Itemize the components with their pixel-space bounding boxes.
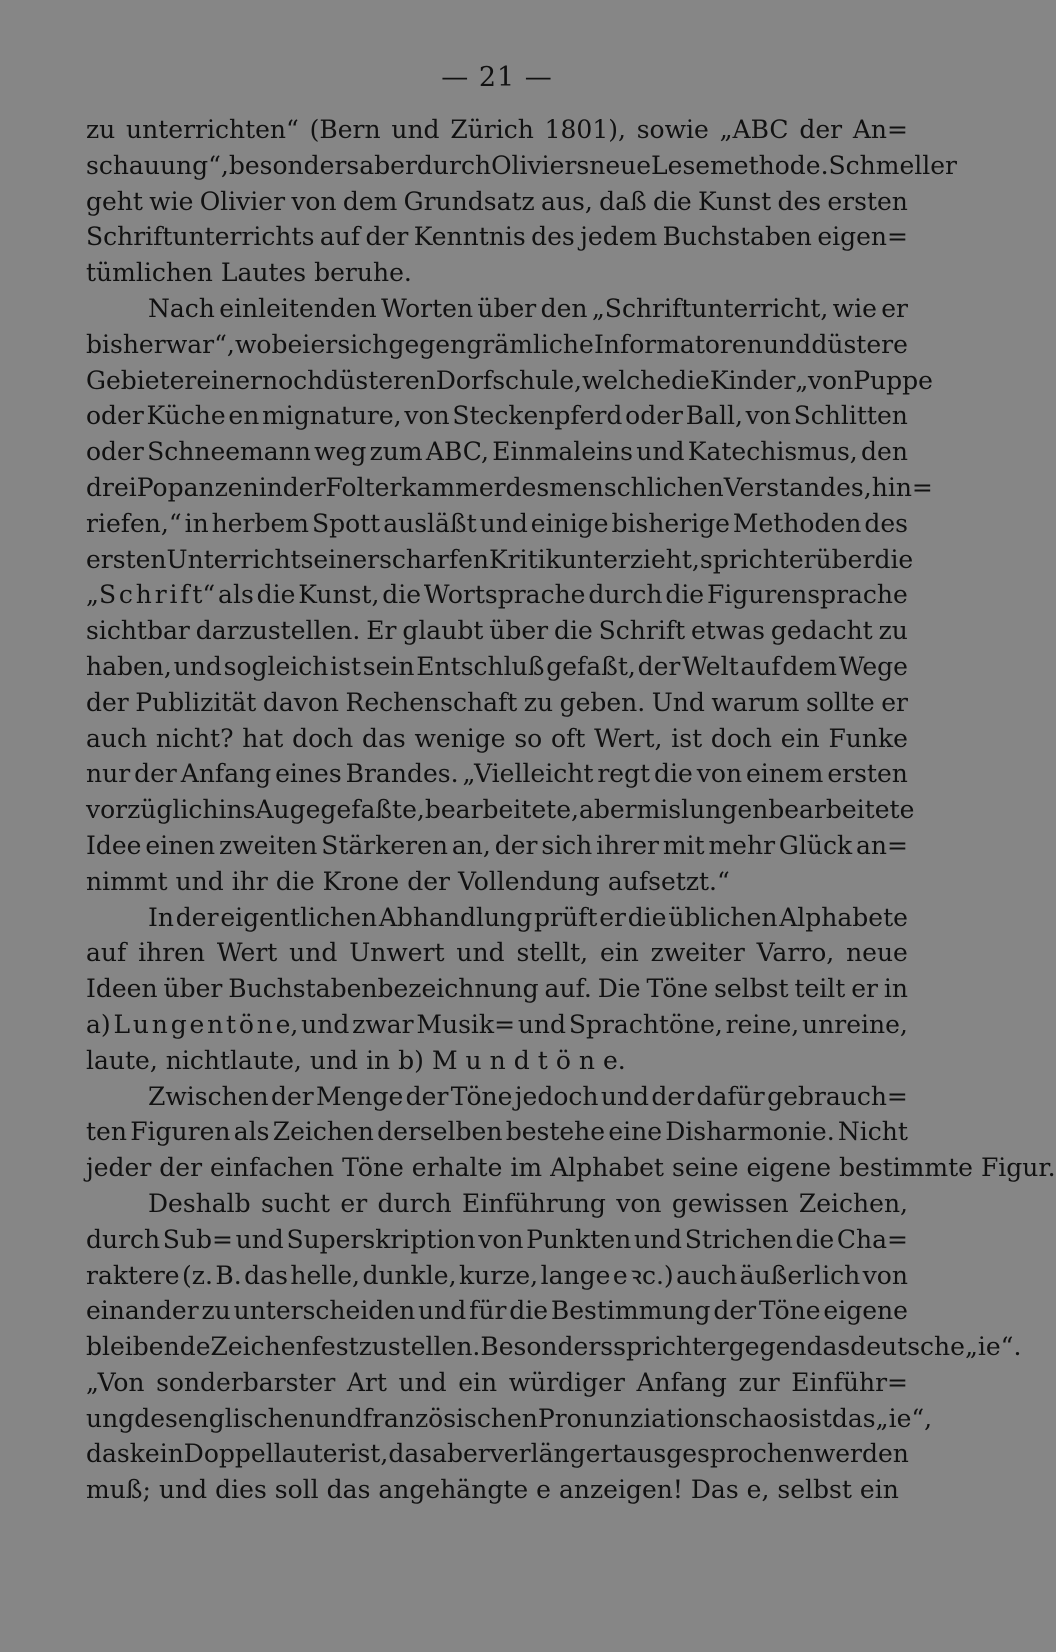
text-line: bisher war“, wobei er sich gegen grämliche Informatoren und düstere <box>86 329 908 359</box>
text-line: jeder der einfachen Töne erhalte im Alphabet seine eigene bestimmte Figur. <box>86 1153 1056 1183</box>
paragraph <box>86 112 957 291</box>
text-line: ersten Unterrichts einer scharfen Kritik unterzieht, spricht er über die <box>86 544 914 574</box>
text-line: muß; und dies soll das angehängte e anzeigen! Das e, selbst ein <box>86 1475 899 1505</box>
text-line: ten Figuren als Zeichen derselben bestehe eine Disharmonie. Nicht <box>86 1117 908 1147</box>
text-line: Deshalb sucht er durch Einführung von gewissen Zeichen, <box>148 1188 908 1218</box>
paragraph <box>86 900 908 1079</box>
text-line: Nach einleitenden Worten über den „Schriftunterricht, wie er <box>148 293 908 323</box>
text-line: Zwischen der Menge der Töne jedoch und der dafür gebrauch= <box>148 1081 908 1111</box>
text-line: Schriftunterrichts auf der Kenntnis des jedem Buchstaben eigen= <box>86 222 908 252</box>
text-line: tümlichen Lautes beruhe. <box>86 258 412 288</box>
text-line: sichtbar darzustellen. Er glaubt über die Schrift etwas gedacht zu <box>86 616 908 646</box>
text-line: durch Sub= und Superskription von Punkten und Strichen die Cha= <box>86 1224 908 1254</box>
text-line: zu unterrichten“ (Bern und Zürich 1801), sowie „ABC der An= <box>86 115 908 144</box>
paragraph <box>86 1079 1056 1186</box>
text-line: drei Popanzen in der Folterkammer des menschlichen Verstandes, hin= <box>86 472 933 502</box>
text-line: nur der Anfang eines Brandes. „Vielleicht regt die von einem ersten <box>86 759 908 789</box>
text-line: vorzüglich ins Auge gefaßte, bearbeitete, aber mislungen bearbeitete <box>86 795 915 825</box>
text-line: auf ihren Wert und Unwert und stellt, ein zweiter Varro, neue <box>86 938 908 968</box>
text-line: bleibende Zeichen festzustellen. Besonders spricht er gegen das deutsche „ie“. <box>86 1332 1022 1362</box>
text-body <box>86 112 1056 1508</box>
text-line: einander zu unterscheiden und für die Bestimmung der Töne eigene <box>86 1296 908 1326</box>
text-line: das kein Doppellauter ist, das aber verlängert ausgesprochen werden <box>86 1439 909 1469</box>
text-line: „Von sonderbarster Art und ein würdiger Anfang zur Einführ= <box>86 1367 908 1397</box>
text-line: oder Küche en mignature, von Steckenpferd oder Ball, von Schlitten <box>86 401 908 431</box>
text-line: raktere (z. B. das helle, dunkle, kurze, lange e ꝛc.) auch äußerlich von <box>86 1260 908 1290</box>
text-line: Ideen über Buchstabenbezeichnung auf. Die Töne selbst teilt er in <box>86 974 908 1004</box>
text-line: der Publizität davon Rechenschaft zu geben. Und warum sollte er <box>86 687 908 717</box>
text-line: „S c h r i f t“ als die Kunst, die Wortsprache durch die Figurensprache <box>86 580 908 610</box>
paragraph <box>86 291 933 900</box>
text-line: In der eigentlichen Abhandlung prüft er die üblichen Alphabete <box>148 902 908 932</box>
text-line: a) L u n g e n t ö n e, und zwar Musik= und Sprachtöne, reine, unreine, <box>86 1009 908 1039</box>
text-line: geht wie Olivier von dem Grundsatz aus, daß die Kunst des ersten <box>86 186 908 216</box>
text-line: auch nicht? hat doch das wenige so oft Wert, ist doch ein Funke <box>86 723 908 753</box>
text-line: ung des englischen und französischen Pronunziationschaos ist das „ie“, <box>86 1403 933 1433</box>
text-line: riefen,“ in herbem Spott ausläßt und einige bisherige Methoden des <box>86 508 908 538</box>
text-line: Idee einen zweiten Stärkeren an, der sich ihrer mit mehr Glück an= <box>86 830 908 860</box>
text-line: nimmt und ihr die Krone der Vollendung aufsetzt.“ <box>86 866 730 896</box>
text-line: haben, und sogleich ist sein Entschluß gefaßt, der Welt auf dem Wege <box>86 651 908 681</box>
text-line: laute, nichtlaute, und in b) M u n d t ö n e. <box>86 1045 626 1075</box>
text-line: schauung“, besonders aber durch Oliviers neue Lesemethode. Schmeller <box>86 150 957 180</box>
paragraph <box>86 1186 1022 1508</box>
text-line: Gebieter einer noch düsteren Dorfschule, welche die Kinder „von Puppe <box>86 365 933 395</box>
text-line: oder Schneemann weg zum ABC, Einmaleins und Katechismus, den <box>86 437 908 467</box>
page-number: — 21 — <box>441 62 553 93</box>
